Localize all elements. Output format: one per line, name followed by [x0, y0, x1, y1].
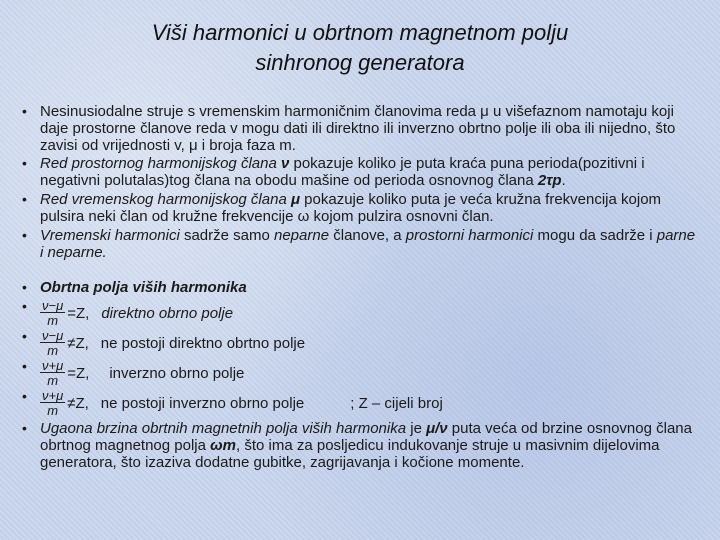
- term-even-odd: parne i neparne.: [40, 227, 696, 261]
- fraction-numerator: • ν+μ: [42, 358, 64, 373]
- section-heading: [22, 279, 702, 298]
- condition-inverse-field: [22, 358, 702, 388]
- bullet-text: sadrže samo: [179, 227, 274, 244]
- bullet-text: puta veća od brzine osnovnog člana obrtnog magnetnog polja: [40, 420, 692, 454]
- title-line-2: sinhronog generatora: [255, 50, 465, 75]
- bullet-text: je: [406, 420, 427, 437]
- fraction: [40, 389, 65, 417]
- bullet-time-harmonic-order: [22, 191, 702, 227]
- bullet-angular-speed: [22, 420, 702, 471]
- fraction-denominator: m: [47, 403, 59, 418]
- fraction: [40, 329, 65, 357]
- bullet-text: pokazuje koliko je puta kraća puna perioda(pozitivni i negativni polutalas)tog člana na obodu mašine od perioda osnovnog člana: [40, 155, 645, 189]
- symbol-mu: μ: [290, 191, 301, 208]
- bullet-text: , što ima za posljedicu indukovanje struje u masivnim dijelovima generatora, što izaziva dodatne gubitke, zagrijavanja i kočione momente.: [40, 437, 660, 471]
- condition-description: direktno obrno polje: [101, 304, 234, 322]
- condition-description: ne postoji inverzno obrno polje: [100, 394, 305, 412]
- relation: =Z,: [67, 304, 90, 322]
- bullet-text: mogu da sadrže i: [533, 227, 657, 244]
- relation: =Z,: [67, 364, 90, 382]
- relation: ≠Z,: [67, 334, 89, 352]
- bullet-text: Nesinusiodalne struje s vremenskim harmoničnim članovima reda μ u višefaznom namotaju koji daje prostorne članove reda v mogu dati ili direktno ili inverzno obrtno polje ili oba ili nijedno, što zavisi od vrijednosti v, μ i broja faza m.: [40, 103, 676, 154]
- fraction-numerator: • ν+μ: [42, 388, 64, 403]
- bullet-text: članove, a: [329, 227, 406, 244]
- relation: ≠Z,: [67, 394, 89, 412]
- bullet-harmonic-parity: [22, 227, 702, 279]
- term-odd: neparne: [274, 227, 330, 244]
- term-angular-speed: Ugaona brzina obrtnih magnetnih polja viših harmonika: [40, 420, 407, 437]
- symbol-2tau-p: 2τp: [537, 172, 562, 189]
- fraction-denominator: m: [47, 373, 59, 388]
- condition-description: inverzno obrno polje: [109, 364, 245, 382]
- section-title: Obrtna polja viših harmonika: [40, 279, 247, 296]
- bullet-spatial-harmonic-order: [22, 155, 702, 191]
- term-time-harmonics: Vremenski harmonici: [40, 227, 180, 244]
- term-spatial-harmonics: prostorni harmonici: [405, 227, 534, 244]
- fraction-numerator: • ν−μ: [42, 298, 64, 313]
- condition-description: ne postoji direktno obrtno polje: [100, 334, 306, 352]
- term-time-order: Red vremenskog harmonijskog člana: [40, 191, 291, 208]
- symbol-nu: ν: [280, 155, 290, 172]
- symbol-omega-m: ωm: [210, 437, 236, 454]
- fraction-denominator: m: [47, 313, 59, 328]
- bullet-text: pokazuje koliko puta je veća kružna frekvencija kojom pulsira neki član od kružne frekvencije ω kojom pulzira osnovni član.: [40, 191, 662, 225]
- bullet-nonsinusoidal-currents: [22, 103, 702, 155]
- condition-direct-field: [22, 298, 702, 328]
- bullet-list: [22, 103, 702, 471]
- ratio-mu-nu: μ/ν: [426, 420, 448, 437]
- bullet-text-end: .: [561, 172, 566, 189]
- title-line-1: Viši harmonici u obrtnom magnetnom polju: [151, 20, 569, 45]
- condition-no-direct-field: [22, 328, 702, 358]
- fraction: [40, 299, 65, 327]
- integer-note: ; Z – cijeli broj: [350, 394, 443, 412]
- condition-no-inverse-field: [22, 388, 702, 418]
- fraction: [40, 359, 65, 387]
- fraction-numerator: • ν−μ: [42, 328, 64, 343]
- fraction-denominator: m: [47, 343, 59, 358]
- slide-title: [0, 18, 720, 78]
- term-spatial-order: Red prostornog harmonijskog člana: [40, 155, 281, 172]
